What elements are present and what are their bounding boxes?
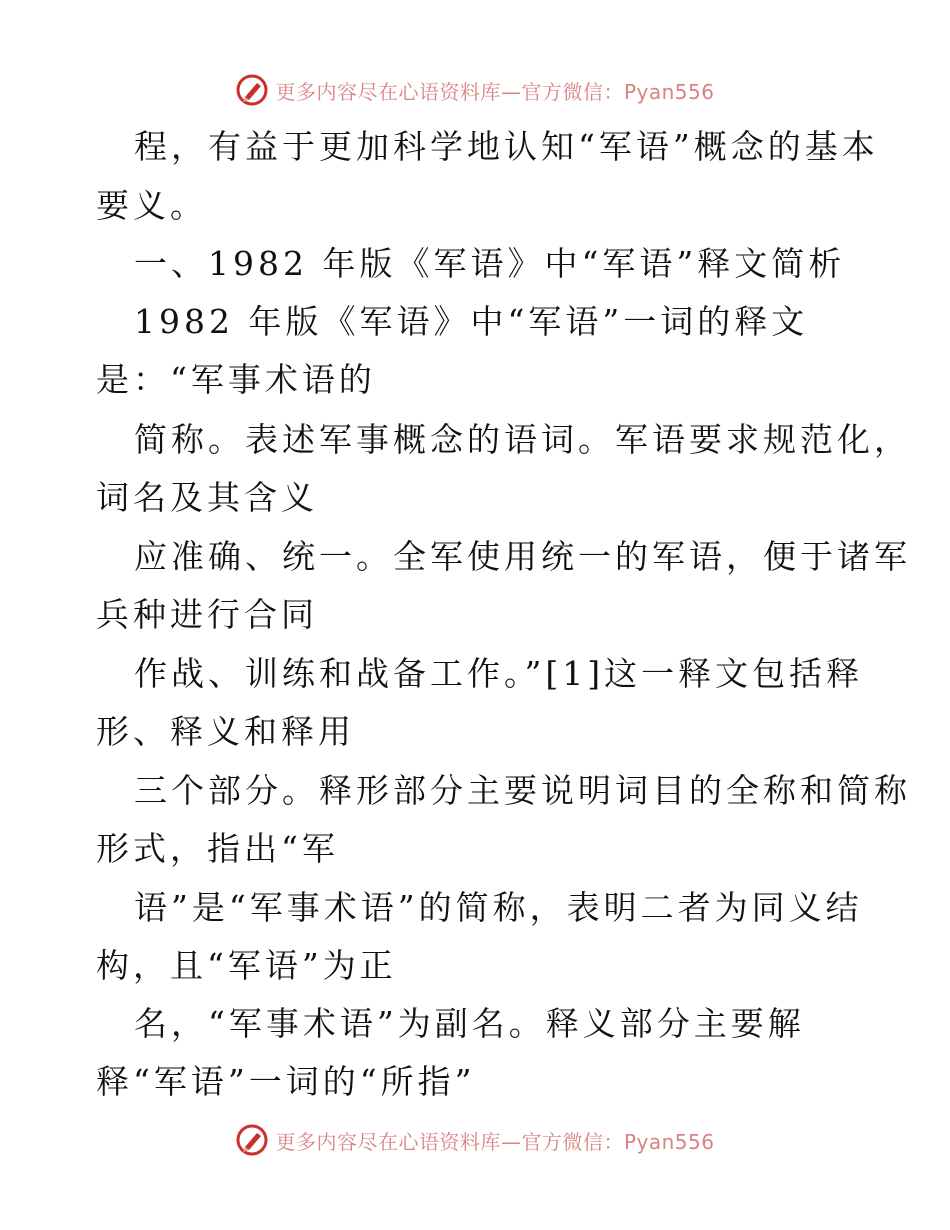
- text-line: 词名及其含义: [96, 478, 318, 517]
- pen-logo-icon: [235, 73, 269, 107]
- text-line: 三个部分。释形部分主要说明词目的全称和简称: [134, 771, 911, 810]
- text-line: 形式，指出“军: [96, 829, 339, 868]
- watermark-text: 更多内容尽在心语资料库—官方微信：Pyan556: [275, 79, 715, 104]
- text-line: 释“军语”一词的“所指”: [96, 1062, 476, 1101]
- text-line: 简称。表述军事概念的语词。军语要求规范化，: [134, 420, 911, 459]
- text-line: 应准确、统一。全军使用统一的军语，便于诸军: [134, 537, 911, 576]
- text-line: 兵种进行合同: [96, 595, 318, 634]
- footer-watermark: [0, 1120, 950, 1160]
- text-line: 1982 年版《军语》中“军语”一词的释文: [134, 302, 809, 341]
- text-line: 程，有益于更加科学地认知“军语”概念的基本: [134, 127, 879, 166]
- section-heading: 一、1982 年版《军语》中“军语”释文简析: [134, 244, 846, 283]
- header-watermark: [0, 70, 950, 110]
- text-line: 形、释义和释用: [96, 712, 355, 751]
- pen-logo-icon: [235, 1123, 269, 1157]
- text-line: 是：“军事术语的: [96, 360, 376, 399]
- text-line: 作战、训练和战备工作。”[1]这一释文包括释: [134, 654, 864, 693]
- text-line: 名，“军事术语”为副名。释义部分主要解: [134, 1004, 805, 1043]
- text-line: 要义。: [96, 186, 207, 225]
- text-line: 语”是“军事术语”的简称，表明二者为同义结: [134, 888, 863, 927]
- watermark-text: 更多内容尽在心语资料库—官方微信：Pyan556: [275, 1129, 715, 1154]
- text-line: 构，且“军语”为正: [96, 946, 397, 985]
